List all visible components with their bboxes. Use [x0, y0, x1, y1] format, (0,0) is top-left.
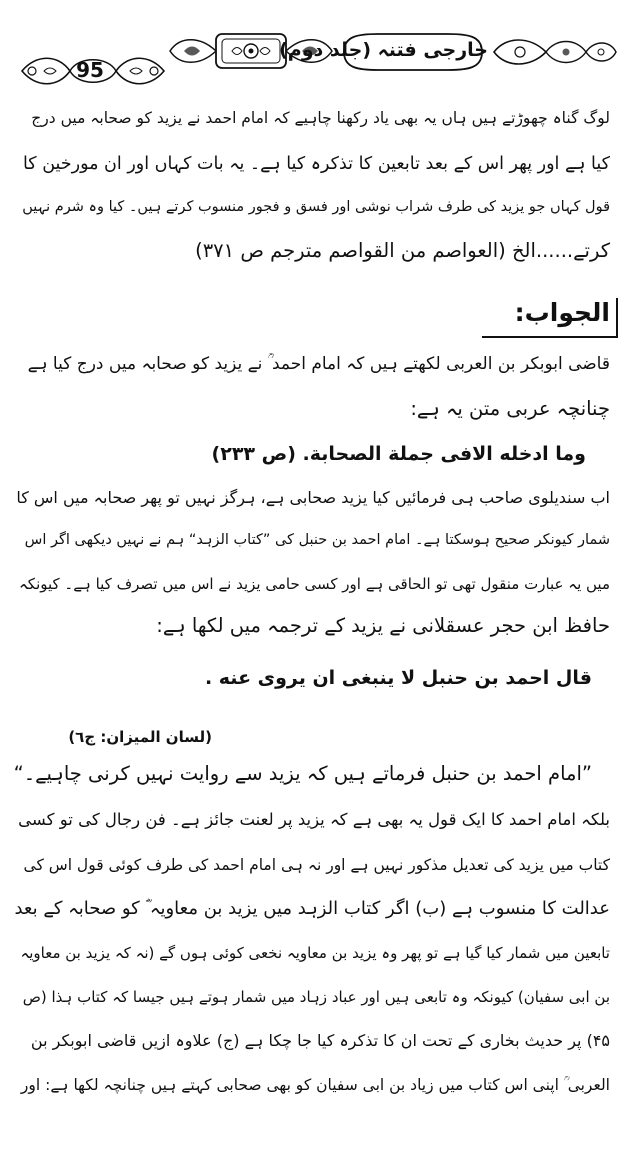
text-line: قاضی ابوبکر بن العربی لکھتے ہیں کہ امام احمد ؒ نے یزید کو صحابہ میں درج کیا ہے [27, 354, 610, 374]
text-line: کیا ہے اور پھر اس کے بعد تابعین کا تذکرہ کیا ہے۔ یہ بات کہاں اور ان مورخین کا [22, 154, 610, 174]
header-title-box [279, 30, 488, 74]
text-line: ”امام احمد بن حنبل فرماتے ہیں کہ یزید سے روایت نہیں کرنی چاہیے۔“ [13, 762, 592, 785]
reference-note: (لسان الميزان: ج٦) [68, 728, 212, 746]
text-line: چنانچہ عربی متن یہ ہے: [410, 397, 610, 420]
text-line: العربی ؒ اپنی اس کتاب میں زیاد بن ابی سفیان کو بھی صحابی کہتے ہیں چنانچہ لکھا ہے: اور [20, 1076, 610, 1094]
text-line: قول کہاں جو یزید کی طرف شراب نوشی اور فسق و فجور منسوب کرتے ہیں۔ کیا وہ شرم نہیں [22, 199, 610, 215]
text-line: حافظ ابن حجر عسقلانی نے یزید کے ترجمہ میں لکھا ہے: [156, 614, 610, 637]
section-heading: الجواب: [514, 298, 610, 327]
right-ornament-icon [490, 30, 620, 74]
text-line: بن ابی سفیان) کیونکہ وہ تابعی ہیں اور عباد زہاد میں شمار ہوتے ہیں جیسا کہ کتاب ہذا (ص [22, 988, 610, 1006]
page-header [0, 0, 632, 96]
text-line: لوگ گناہ چھوڑتے ہیں ہاں یہ بھی یاد رکھنا چاہیے کہ امام احمد نے یزید کو صحابہ میں درج [31, 109, 610, 127]
text-line: بلکہ امام احمد کا ایک قول یہ بھی ہے کہ یزید پر لعنت جائز ہے۔ فن رجال کی تو کسی [18, 810, 610, 829]
arabic-quote: قال احمد بن حنبل لا ينبغی ان يروی عنه . [204, 667, 592, 689]
arabic-quote: وما ادخله الافی جملة الصحابة. (ص ۲۳۳) [211, 443, 586, 465]
text-line: ۴۵) پر حدیث بخاری کے تحت ان کا تذکرہ کیا جا چکا ہے (ج) علاوہ ازیں قاضی ابوبکر بن [30, 1031, 610, 1050]
text-line: تابعین میں شمار کیا گیا ہے تو پھر وہ یزید بن معاویہ نخعی کوئی ہوں گے (نہ کہ یزید بن معاویہ [20, 944, 610, 962]
page-number: 95 [76, 58, 104, 82]
text-line: کتاب میں یزید کی تعدیل مذکور نہیں ہے اور نہ ہی امام احمد کی طرف کوئی قول اس کی [23, 856, 610, 874]
text-line: شمار کیونکر صحیح ہوسکتا ہے۔ امام احمد بن حنبل کی ”کتاب الزہد“ ہم نے نہیں دیکھی اگر اس [24, 532, 610, 548]
text-line: کرتے......الخ (العواصم من القواصم مترجم ص ۳۷۱) [195, 239, 610, 262]
text-line: میں یہ عبارت منقول تھی تو الحاقی ہے اور کسی حامی یزید نے اس میں تصرف کیا ہے۔ کیونکہ [19, 575, 610, 593]
book-title: خارجی فتنہ (جلد دوم) [279, 39, 488, 61]
text-line: عدالت کا منسوب ہے (ب) اگر کتاب الزہد میں یزید بن معاویہ ؓ کو صحابہ کے بعد [14, 898, 610, 919]
text-line: اب سندیلوی صاحب ہی فرمائیں کیا یزید صحابی ہے، ہرگز نہیں تو پھر صحابہ میں اس کا [16, 488, 610, 507]
